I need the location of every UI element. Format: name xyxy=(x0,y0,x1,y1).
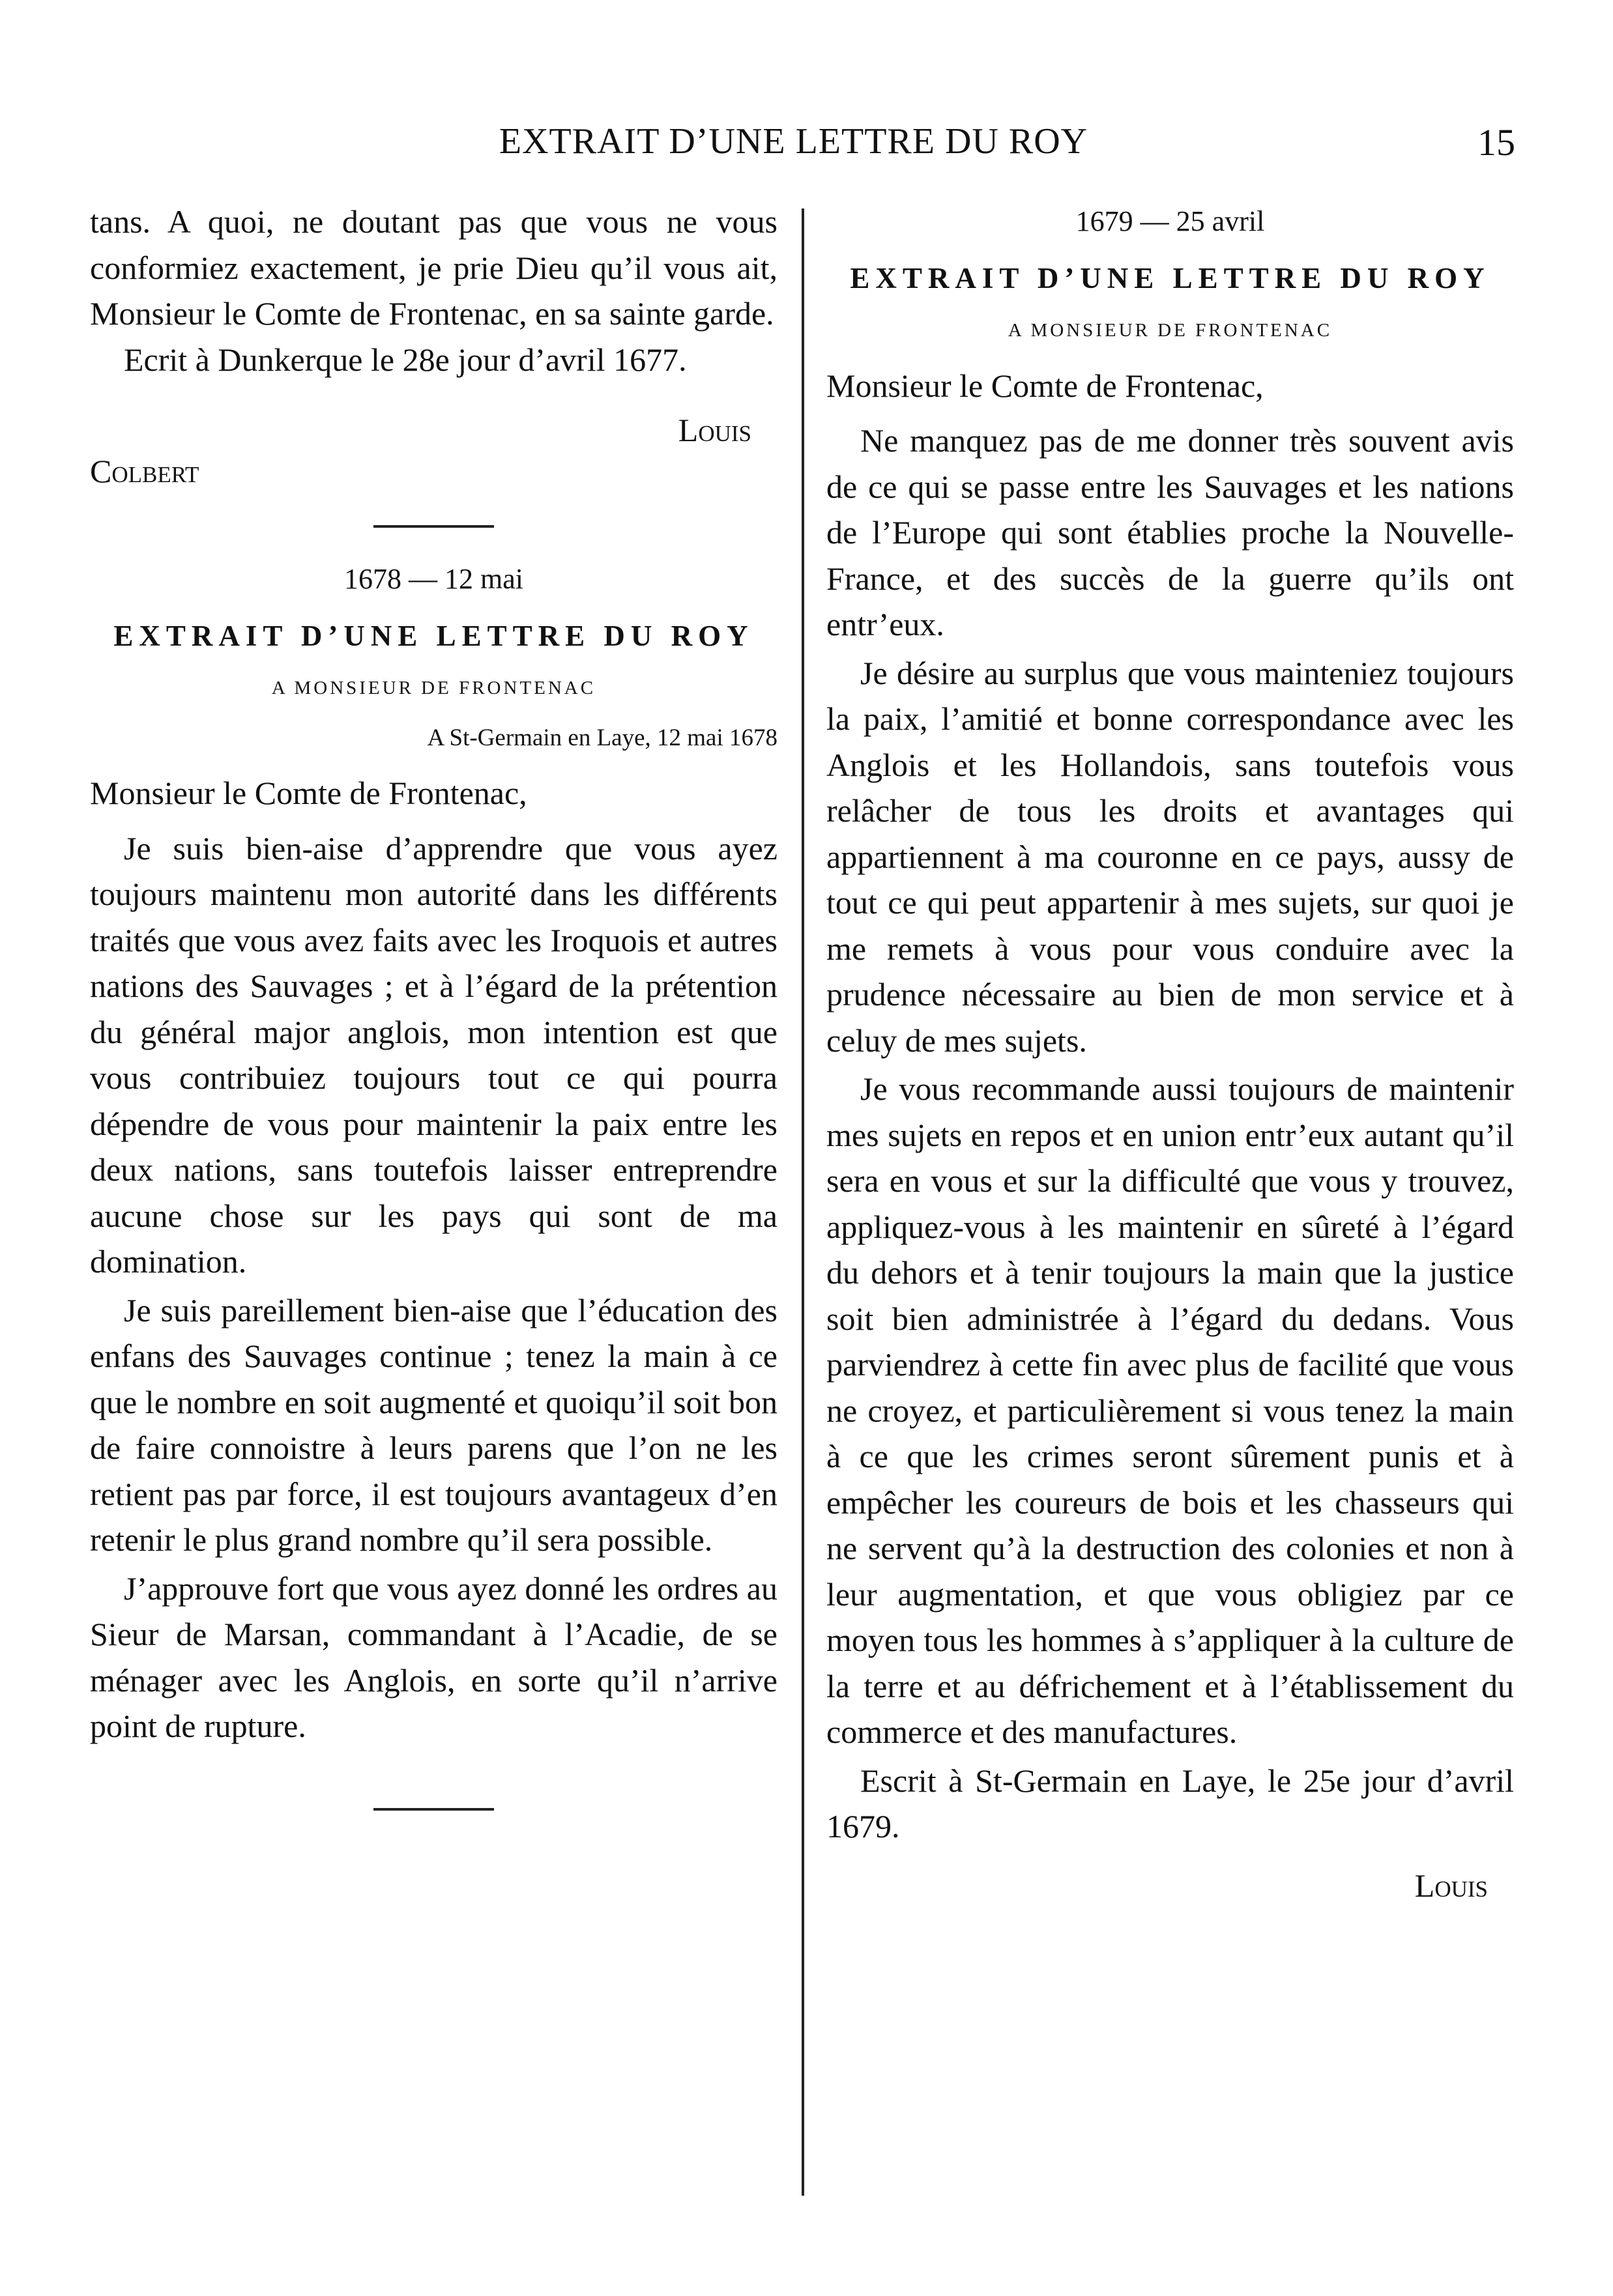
salutation: Monsieur le Comte de Frontenac, xyxy=(90,775,527,811)
paragraph: Je désire au surplus que vous mainteniez toujours la paix, l’amitié et bonne correspondance avec les Anglois et les Hollandois, sans toutefois vous relâcher de tous les droits et avantages qui appartiennent à ma couronne en ce pays, aussy de tout ce qui peut appartenir à mes sujets, sur quoi je me remets à vous pour vous conduire avec la prudence nécessaire au bien de mon service et à celuy de mes sujets. xyxy=(826,654,1514,1059)
dateline-1679: Escrit à St-Germain en Laye, le 25e jour d’avril 1679. xyxy=(826,1762,1514,1844)
continuation-paragraph: tans. A quoi, ne doutant pas que vous ne vous conformiez exactement, je prie Dieu qu’il vous ait, Monsieur le Comte de Frontenac, en sa sainte garde. xyxy=(90,203,777,332)
salutation: Monsieur le Comte de Frontenac, xyxy=(826,367,1264,404)
paragraph: Je vous recommande aussi toujours de maintenir mes sujets en repos et en union entr’eux autant qu’il sera en vous et sur la difficulté que vous y trouvez, appliquez-vous à les maintenir en sûreté à l’égard du dehors et à tenir toujours la main que la justice soit bien administrée à l’égard du dedans. Vous parviendrez à cette fin avec plus de facilité que vous ne croyez, et particulièrement si vous tenez la main à ce que les crimes seront sûrement punis et à empêcher les coureurs de bois et les chasseurs qui ne servent qu’à la destruction des colonies et non à leur augmentation, et que vous obligiez par ce moyen tous les hommes à s’appliquer à la culture de la terre et au défrichement et à l’établissement du commerce et des manufactures. xyxy=(826,1070,1514,1750)
page-number: 15 xyxy=(1477,121,1515,164)
letter-heading: EXTRAIT D’UNE LETTRE DU ROY xyxy=(113,619,754,652)
letter-addressee: A MONSIEUR DE FRONTENAC xyxy=(271,678,596,698)
paragraph: Ne manquez pas de me donner très souvent avis de ce qui se passe entre les Sauvages et les nations de l’Europe qui sont établies proche la Nouvelle-France, et des succès de la guerre qu’ils ont entr’eux. xyxy=(826,422,1514,642)
paragraph: J’approuve fort que vous ayez donné les ordres au Sieur de Marsan, commandant à l’Acadie, de se ménager avec les Anglois, en sorte qu’il n’arrive point de rupture. xyxy=(90,1570,777,1744)
dateline-1677: Ecrit à Dunkerque le 28e jour d’avril 1677. xyxy=(124,341,687,378)
letter-heading: EXTRAIT D’UNE LETTRE DU ROY xyxy=(850,261,1490,294)
signature-king: Louis xyxy=(1414,1867,1488,1904)
running-title: EXTRAIT D’UNE LETTRE DU ROY xyxy=(499,121,1088,162)
paragraph: Je suis bien-aise d’apprendre que vous ayez toujours maintenu mon autorité dans les différents traités que vous avez faits avec les Iroquois et autres nations des Sauvages ; et à l’égard de la prétention du général major anglois, mon intention est que vous contribuiez toujours tout ce qui pourra dépendre de vous pour maintenir la paix entre les deux nations, sans toutefois laisser entreprendre aucune chose sur les pays qui sont de ma domination. xyxy=(90,829,777,1280)
running-header xyxy=(72,121,1515,173)
right-column xyxy=(826,199,1514,1908)
letter-place: A St-Germain en Laye, 12 mai 1678 xyxy=(427,724,777,751)
signature-king: Louis xyxy=(678,412,751,448)
section-separator xyxy=(373,1808,494,1811)
letter-date: 1678 — 12 mai xyxy=(344,563,523,595)
column-divider xyxy=(802,208,804,2196)
signature-minister: Colbert xyxy=(90,452,199,489)
section-separator xyxy=(373,525,494,528)
paragraph: Je suis pareillement bien-aise que l’éducation des enfans des Sauvages continue ; tenez la main à ce que le nombre en soit augmenté et quoiqu’il soit bon de faire connoistre à leurs parens que l’on ne les retient pas par force, il est toujours avantageux d’en retenir le plus grand nombre qu’il sera possible. xyxy=(90,1291,777,1558)
left-column xyxy=(90,199,777,1811)
letter-addressee: A MONSIEUR DE FRONTENAC xyxy=(1008,320,1333,341)
letter-date: 1679 — 25 avril xyxy=(1075,205,1265,237)
